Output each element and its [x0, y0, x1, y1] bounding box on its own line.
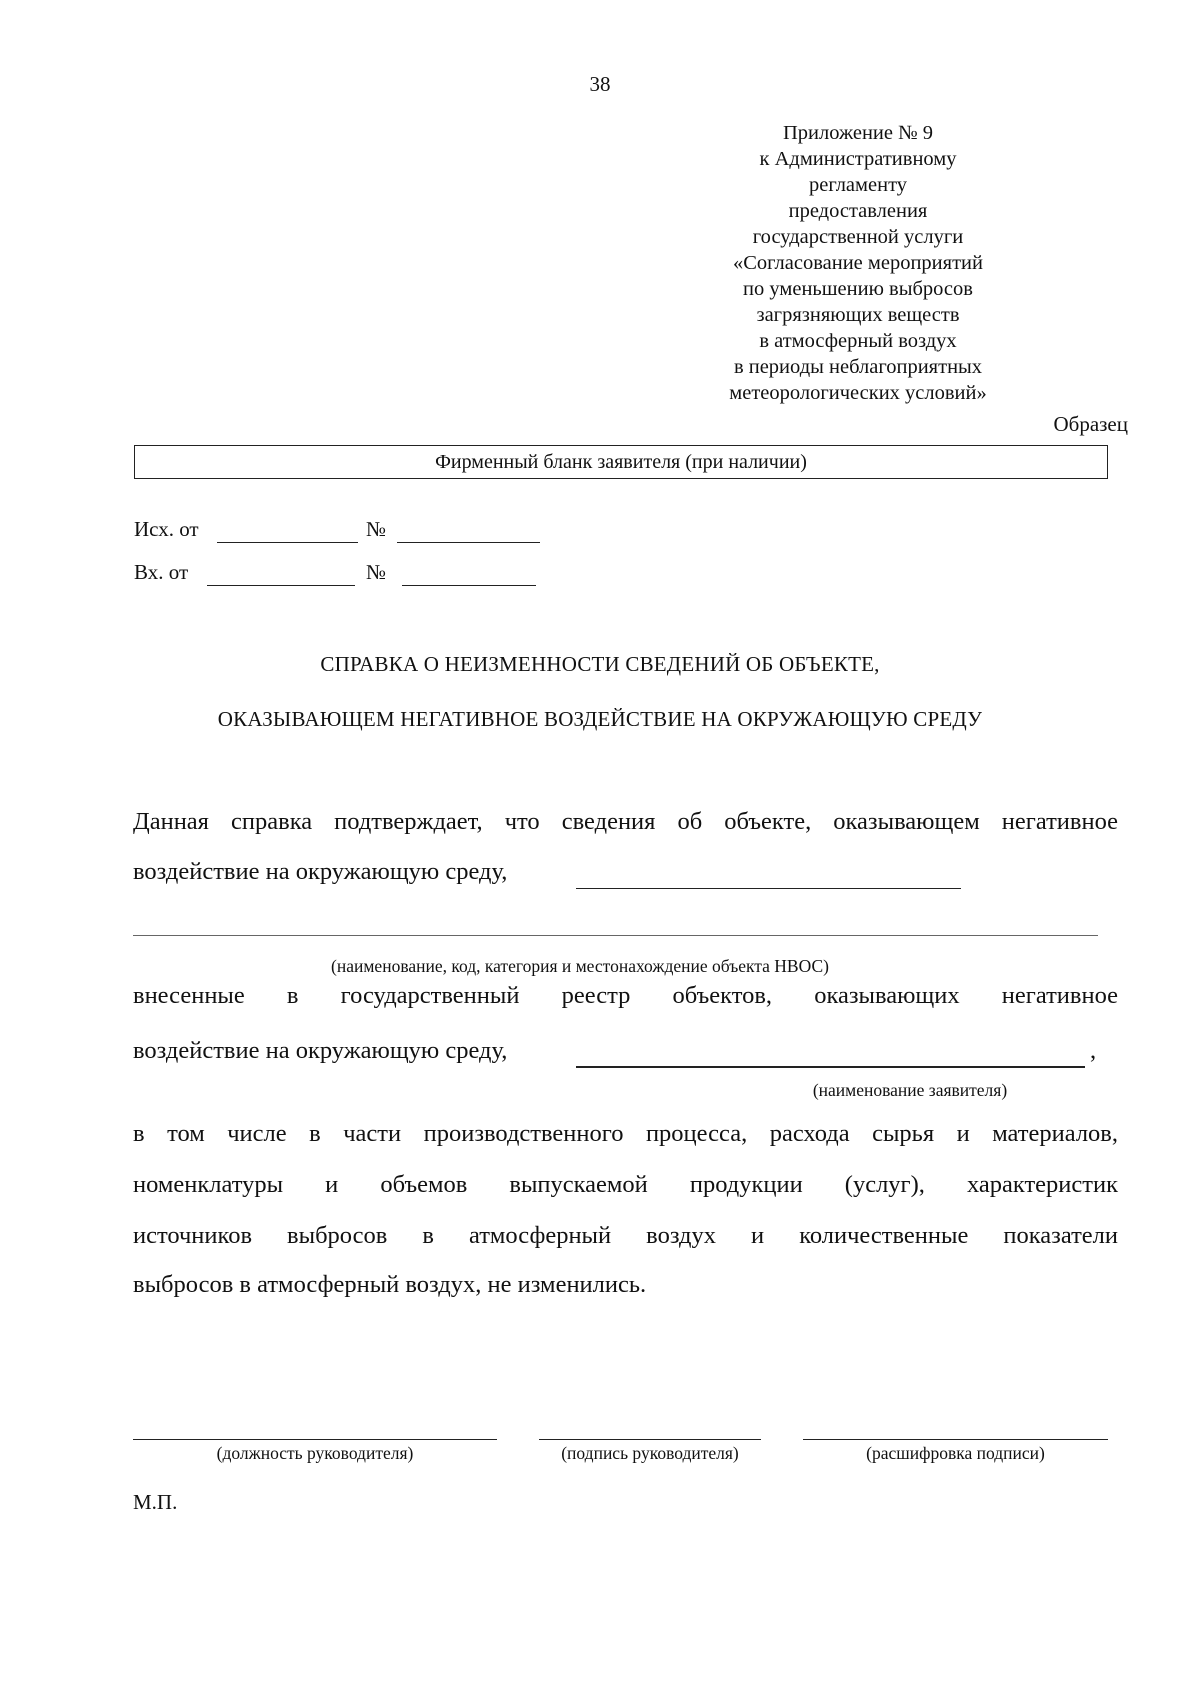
document-title-line1: СПРАВКА О НЕИЗМЕННОСТИ СВЕДЕНИЙ ОБ ОБЪЕКТЕ,: [320, 652, 880, 676]
outgoing-number-sign: №: [366, 517, 387, 541]
appendix-line: загрязняющих веществ: [756, 304, 960, 326]
appendix-line: предоставления: [788, 200, 928, 222]
comma: ,: [1090, 1037, 1097, 1064]
appendix-line: в периоды неблагоприятных: [733, 356, 983, 378]
signature-decoding-field[interactable]: [803, 1439, 1108, 1440]
appendix-line: по уменьшению выбросов: [743, 278, 973, 300]
object-caption: (наименование, код, категория и местонахождение объекта НВОС): [331, 956, 829, 976]
appendix-line: Приложение № 9: [782, 122, 934, 144]
applicant-name-field[interactable]: [576, 1066, 1085, 1068]
sample-label: Образец: [1053, 412, 1128, 436]
stamp-label: М.П.: [133, 1490, 178, 1514]
body-p1-line2: воздействие на окружающую среду,: [133, 858, 508, 885]
appendix-line: метеорологических условий»: [729, 382, 987, 404]
appendix-line: регламенту: [808, 174, 908, 196]
incoming-label: Вх. от: [134, 560, 189, 584]
body-p3-line4: выбросов в атмосферный воздух, не изменились.: [133, 1271, 647, 1298]
body-p3-line1: в том числе в части производственного процесса, расхода сырья и материалов,: [133, 1120, 1118, 1147]
outgoing-date-field[interactable]: [217, 542, 358, 543]
appendix-header: [693, 120, 1023, 406]
object-name-field[interactable]: [576, 888, 961, 889]
appendix-line: в атмосферный воздух: [759, 330, 957, 352]
page-number: 38: [589, 72, 611, 96]
signature-field[interactable]: [539, 1439, 761, 1440]
body-p2-line1: внесенные в государственный реестр объектов, оказывающих негативное: [133, 982, 1118, 1009]
appendix-line: «Согласование мероприятий: [733, 252, 983, 274]
object-name-field-continuation[interactable]: [133, 935, 1098, 936]
applicant-caption: (наименование заявителя): [812, 1080, 1008, 1100]
appendix-line: к Административному: [759, 148, 957, 170]
appendix-line: государственной услуги: [752, 226, 964, 248]
body-p3-line2: номенклатуры и объемов выпускаемой продукции (услуг), характеристик: [133, 1171, 1118, 1198]
incoming-date-field[interactable]: [207, 585, 355, 586]
position-field[interactable]: [133, 1439, 497, 1440]
body-p1-line1: Данная справка подтверждает, что сведения об объекте, оказывающем негативное: [133, 808, 1118, 835]
body-p2-line2: воздействие на окружающую среду,: [133, 1037, 508, 1064]
signature-caption: (подпись руководителя): [561, 1443, 739, 1463]
outgoing-label: Исх. от: [134, 517, 199, 541]
decoding-caption: (расшифровка подписи): [866, 1443, 1045, 1463]
incoming-number-field[interactable]: [402, 585, 536, 586]
position-caption: (должность руководителя): [216, 1443, 414, 1463]
outgoing-number-field[interactable]: [397, 542, 540, 543]
document-title-line2: ОКАЗЫВАЮЩЕМ НЕГАТИВНОЕ ВОЗДЕЙСТВИЕ НА ОКРУЖАЮЩУЮ СРЕДУ: [217, 707, 983, 731]
letterhead-box: Фирменный бланк заявителя (при наличии): [134, 445, 1108, 479]
incoming-number-sign: №: [366, 560, 387, 584]
body-p3-line3: источников выбросов в атмосферный воздух и количественные показатели: [133, 1222, 1118, 1249]
